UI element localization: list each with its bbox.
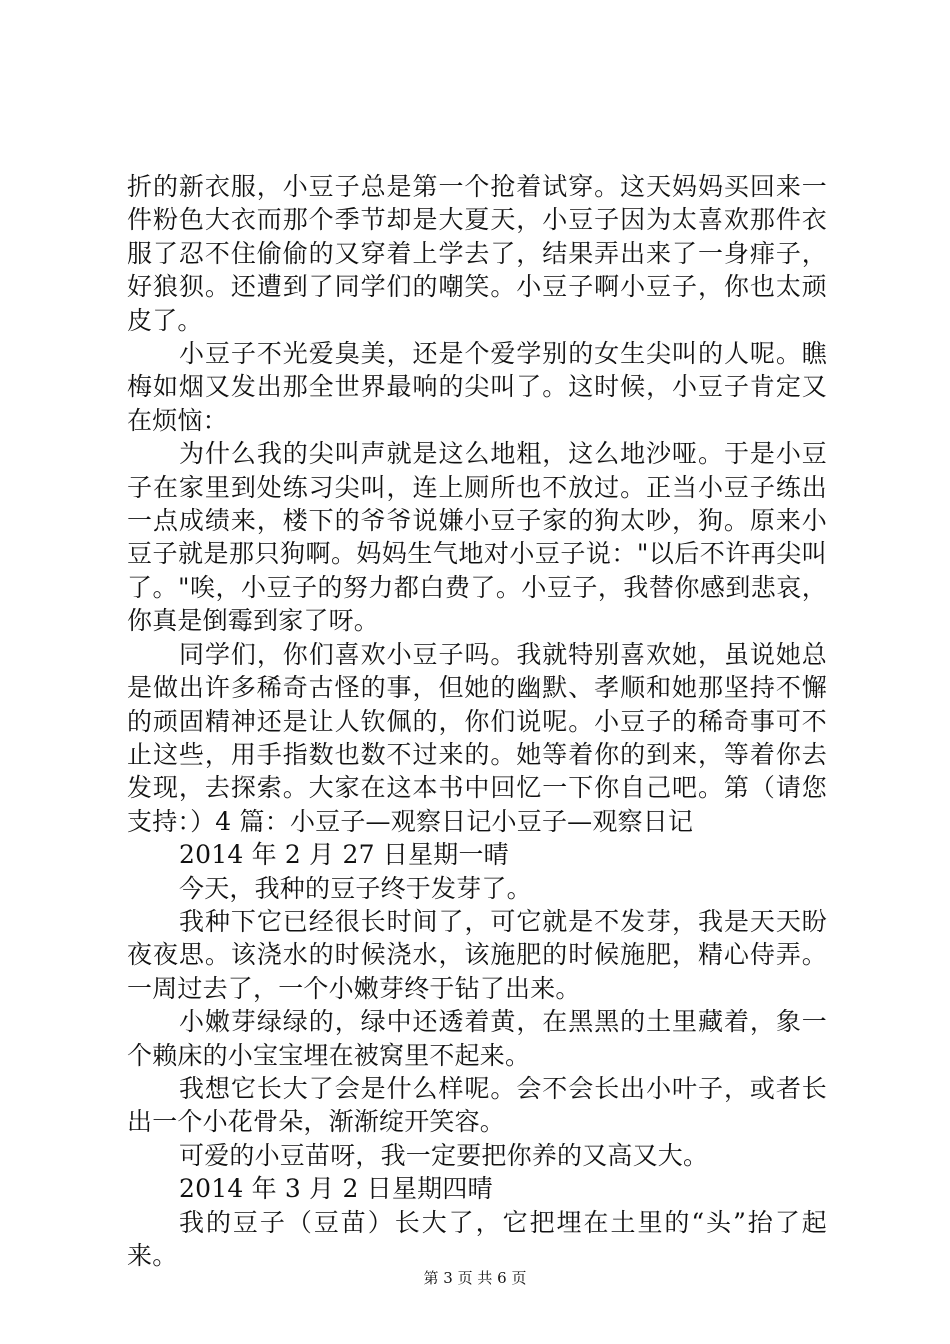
paragraph-4: 同学们，你们喜欢小豆子吗。我就特别喜欢她，虽说她总是做出许多稀奇古怪的事，但她的幽默、孝顺和她那坚持不懈的顽固精神还是让人钦佩的，你们说呢。小豆子的稀奇事可不止这些，用手指数也数不过来的。她等着你的到来，等着你去发现，去探索。大家在这本书中回忆一下你自己吧。第（请您支持：）4 篇：小豆子—观察日记小豆子—观察日记 <box>127 639 827 836</box>
diary-date-1: 2014 年 2 月 27 日星期一晴 <box>179 840 509 870</box>
paragraph-3: 为什么我的尖叫声就是这么地粗，这么地沙哑。于是小豆子在家里到处练习尖叫，连上厕所也不放过。正当小豆子练出一点成绩来，楼下的爷爷说嫌小豆子家的狗太吵，狗。原来小豆子就是那只狗啊。妈妈生气地对小豆子说："以后不许再尖叫了。"唉，小豆子的努力都白费了。小豆子，我替你感到悲哀，你真是倒霉到家了呀。 <box>127 439 827 636</box>
page-footer: 第 3 页 共 6 页 <box>423 1269 527 1287</box>
document-body <box>127 170 827 1272</box>
paragraph-8: 小嫩芽绿绿的，绿中还透着黄，在黑黑的土里藏着，象一个赖床的小宝宝埋在被窝里不起来。 <box>127 1007 827 1070</box>
paragraph-6: 今天，我种的豆子终于发芽了。 <box>179 873 532 903</box>
paragraph-2: 小豆子不光爱臭美，还是个爱学别的女生尖叫的人呢。瞧梅如烟又发出那全世界最响的尖叫了。这时候，小豆子肯定又在烦恼： <box>127 339 827 435</box>
paragraph-12: 我的豆子（豆苗）长大了，它把埋在土里的“头”抬了起来。 <box>127 1207 827 1270</box>
diary-date-2: 2014 年 3 月 2 日星期四晴 <box>179 1174 493 1204</box>
paragraph-7: 我种下它已经很长时间了，可它就是不发芽，我是天天盼夜夜思。该浇水的时候浇水，该施肥的时候施肥，精心侍弄。一周过去了，一个小嫩芽终于钻了出来。 <box>127 906 827 1003</box>
paragraph-1: 折的新衣服，小豆子总是第一个抢着试穿。这天妈妈买回来一件粉色大衣而那个季节却是大夏天，小豆子因为太喜欢那件衣服了忍不住偷偷的又穿着上学去了，结果弄出来了一身痱子，好狼狈。还遭到了同学们的嘲笑。小豆子啊小豆子，你也太顽皮了。 <box>127 172 827 335</box>
paragraph-10: 可爱的小豆苗呀，我一定要把你养的又高又大。 <box>179 1140 709 1170</box>
paragraph-9: 我想它长大了会是什么样呢。会不会长出小叶子，或者长出一个小花骨朵，渐渐绽开笑容。 <box>127 1073 827 1137</box>
